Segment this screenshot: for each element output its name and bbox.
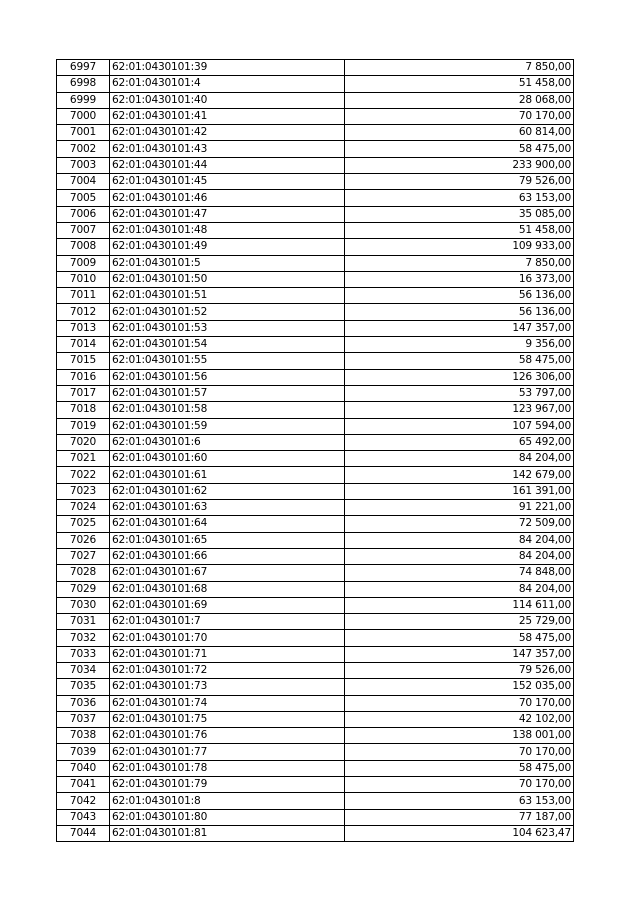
value-cell: 42 102,00 (345, 711, 574, 727)
table-row (57, 141, 574, 157)
row-number-cell: 6997 (57, 60, 110, 76)
row-number-cell: 7012 (57, 304, 110, 320)
value-cell: 25 729,00 (345, 614, 574, 630)
table-row (57, 157, 574, 173)
table-row (57, 532, 574, 548)
cadastral-number-cell: 62:01:0430101:52 (110, 304, 345, 320)
row-number-cell: 7033 (57, 646, 110, 662)
cadastral-number-cell: 62:01:0430101:77 (110, 744, 345, 760)
cadastral-number-cell: 62:01:0430101:39 (110, 60, 345, 76)
value-cell: 84 204,00 (345, 581, 574, 597)
cadastral-number-cell: 62:01:0430101:46 (110, 190, 345, 206)
value-cell: 107 594,00 (345, 418, 574, 434)
table-row (57, 271, 574, 287)
table-row (57, 581, 574, 597)
table-row (57, 597, 574, 613)
table-row (57, 369, 574, 385)
value-cell: 70 170,00 (345, 744, 574, 760)
table-row (57, 434, 574, 450)
table-row (57, 662, 574, 678)
value-cell: 58 475,00 (345, 353, 574, 369)
value-cell: 63 153,00 (345, 190, 574, 206)
value-cell: 152 035,00 (345, 679, 574, 695)
table-row (57, 793, 574, 809)
row-number-cell: 7035 (57, 679, 110, 695)
value-cell: 84 204,00 (345, 532, 574, 548)
table-row (57, 206, 574, 222)
value-cell: 138 001,00 (345, 728, 574, 744)
row-number-cell: 7028 (57, 565, 110, 581)
row-number-cell: 7041 (57, 777, 110, 793)
cadastral-number-cell: 62:01:0430101:4 (110, 76, 345, 92)
cadastral-number-cell: 62:01:0430101:51 (110, 288, 345, 304)
table-row (57, 483, 574, 499)
table-row (57, 108, 574, 124)
row-number-cell: 7017 (57, 385, 110, 401)
table-row (57, 222, 574, 238)
table-row (57, 402, 574, 418)
row-number-cell: 7004 (57, 174, 110, 190)
cadastral-number-cell: 62:01:0430101:58 (110, 402, 345, 418)
row-number-cell: 7022 (57, 467, 110, 483)
table-row (57, 320, 574, 336)
cadastral-number-cell: 62:01:0430101:72 (110, 662, 345, 678)
value-cell: 74 848,00 (345, 565, 574, 581)
value-cell: 79 526,00 (345, 662, 574, 678)
table-row (57, 548, 574, 564)
value-cell: 109 933,00 (345, 239, 574, 255)
cadastral-number-cell: 62:01:0430101:64 (110, 516, 345, 532)
row-number-cell: 7018 (57, 402, 110, 418)
value-cell: 58 475,00 (345, 141, 574, 157)
cadastral-number-cell: 62:01:0430101:6 (110, 434, 345, 450)
value-cell: 233 900,00 (345, 157, 574, 173)
cadastral-number-cell: 62:01:0430101:54 (110, 337, 345, 353)
cadastral-number-cell: 62:01:0430101:56 (110, 369, 345, 385)
cadastral-number-cell: 62:01:0430101:43 (110, 141, 345, 157)
row-number-cell: 7016 (57, 369, 110, 385)
table-row (57, 760, 574, 776)
value-cell: 123 967,00 (345, 402, 574, 418)
row-number-cell: 7010 (57, 271, 110, 287)
row-number-cell: 7011 (57, 288, 110, 304)
value-cell: 7 850,00 (345, 255, 574, 271)
cadastral-number-cell: 62:01:0430101:63 (110, 500, 345, 516)
row-number-cell: 7034 (57, 662, 110, 678)
value-cell: 126 306,00 (345, 369, 574, 385)
row-number-cell: 7037 (57, 711, 110, 727)
table-body (57, 60, 574, 842)
table-row (57, 337, 574, 353)
cadastral-number-cell: 62:01:0430101:78 (110, 760, 345, 776)
value-cell: 7 850,00 (345, 60, 574, 76)
row-number-cell: 7040 (57, 760, 110, 776)
table-row (57, 777, 574, 793)
table-row (57, 125, 574, 141)
value-cell: 53 797,00 (345, 385, 574, 401)
cadastral-number-cell: 62:01:0430101:8 (110, 793, 345, 809)
cadastral-number-cell: 62:01:0430101:66 (110, 548, 345, 564)
cadastral-number-cell: 62:01:0430101:7 (110, 614, 345, 630)
table-row (57, 255, 574, 271)
value-cell: 63 153,00 (345, 793, 574, 809)
cadastral-number-cell: 62:01:0430101:70 (110, 630, 345, 646)
value-cell: 84 204,00 (345, 548, 574, 564)
row-number-cell: 7026 (57, 532, 110, 548)
value-cell: 70 170,00 (345, 108, 574, 124)
cadastral-number-cell: 62:01:0430101:45 (110, 174, 345, 190)
cadastral-number-cell: 62:01:0430101:57 (110, 385, 345, 401)
value-cell: 79 526,00 (345, 174, 574, 190)
row-number-cell: 7032 (57, 630, 110, 646)
cadastral-number-cell: 62:01:0430101:79 (110, 777, 345, 793)
value-cell: 161 391,00 (345, 483, 574, 499)
table-row (57, 679, 574, 695)
row-number-cell: 7000 (57, 108, 110, 124)
table-row (57, 695, 574, 711)
table-row (57, 353, 574, 369)
value-cell: 70 170,00 (345, 777, 574, 793)
row-number-cell: 7005 (57, 190, 110, 206)
table-row (57, 174, 574, 190)
row-number-cell: 7036 (57, 695, 110, 711)
cadastral-number-cell: 62:01:0430101:81 (110, 825, 345, 841)
row-number-cell: 7025 (57, 516, 110, 532)
row-number-cell: 7001 (57, 125, 110, 141)
value-cell: 56 136,00 (345, 288, 574, 304)
row-number-cell: 7038 (57, 728, 110, 744)
cadastral-number-cell: 62:01:0430101:75 (110, 711, 345, 727)
table-row (57, 190, 574, 206)
table-row (57, 516, 574, 532)
table-row (57, 646, 574, 662)
row-number-cell: 7014 (57, 337, 110, 353)
value-cell: 28 068,00 (345, 92, 574, 108)
value-cell: 51 458,00 (345, 76, 574, 92)
row-number-cell: 6999 (57, 92, 110, 108)
value-cell: 16 373,00 (345, 271, 574, 287)
cadastral-number-cell: 62:01:0430101:5 (110, 255, 345, 271)
cadastral-number-cell: 62:01:0430101:40 (110, 92, 345, 108)
cadastral-number-cell: 62:01:0430101:59 (110, 418, 345, 434)
cadastral-number-cell: 62:01:0430101:55 (110, 353, 345, 369)
cadastral-number-cell: 62:01:0430101:50 (110, 271, 345, 287)
cadastral-number-cell: 62:01:0430101:60 (110, 451, 345, 467)
data-table (56, 59, 574, 842)
cadastral-number-cell: 62:01:0430101:67 (110, 565, 345, 581)
table-row (57, 60, 574, 76)
table-row (57, 565, 574, 581)
row-number-cell: 7042 (57, 793, 110, 809)
value-cell: 9 356,00 (345, 337, 574, 353)
row-number-cell: 7019 (57, 418, 110, 434)
value-cell: 104 623,47 (345, 825, 574, 841)
table-row (57, 418, 574, 434)
cadastral-number-cell: 62:01:0430101:74 (110, 695, 345, 711)
cadastral-number-cell: 62:01:0430101:69 (110, 597, 345, 613)
cadastral-number-cell: 62:01:0430101:44 (110, 157, 345, 173)
table-row (57, 304, 574, 320)
cadastral-number-cell: 62:01:0430101:47 (110, 206, 345, 222)
row-number-cell: 7027 (57, 548, 110, 564)
cadastral-number-cell: 62:01:0430101:61 (110, 467, 345, 483)
row-number-cell: 6998 (57, 76, 110, 92)
row-number-cell: 7024 (57, 500, 110, 516)
value-cell: 84 204,00 (345, 451, 574, 467)
value-cell: 147 357,00 (345, 646, 574, 662)
value-cell: 114 611,00 (345, 597, 574, 613)
table-row (57, 711, 574, 727)
row-number-cell: 7023 (57, 483, 110, 499)
cadastral-number-cell: 62:01:0430101:68 (110, 581, 345, 597)
table-row (57, 385, 574, 401)
row-number-cell: 7006 (57, 206, 110, 222)
table-row (57, 614, 574, 630)
value-cell: 56 136,00 (345, 304, 574, 320)
cadastral-number-cell: 62:01:0430101:48 (110, 222, 345, 238)
cadastral-number-cell: 62:01:0430101:42 (110, 125, 345, 141)
value-cell: 91 221,00 (345, 500, 574, 516)
row-number-cell: 7044 (57, 825, 110, 841)
value-cell: 58 475,00 (345, 760, 574, 776)
cadastral-number-cell: 62:01:0430101:80 (110, 809, 345, 825)
cadastral-number-cell: 62:01:0430101:71 (110, 646, 345, 662)
table-row (57, 809, 574, 825)
table-row (57, 467, 574, 483)
row-number-cell: 7003 (57, 157, 110, 173)
row-number-cell: 7031 (57, 614, 110, 630)
value-cell: 142 679,00 (345, 467, 574, 483)
row-number-cell: 7007 (57, 222, 110, 238)
value-cell: 77 187,00 (345, 809, 574, 825)
row-number-cell: 7021 (57, 451, 110, 467)
table-row (57, 239, 574, 255)
value-cell: 51 458,00 (345, 222, 574, 238)
table-row (57, 288, 574, 304)
row-number-cell: 7009 (57, 255, 110, 271)
value-cell: 72 509,00 (345, 516, 574, 532)
cadastral-number-cell: 62:01:0430101:49 (110, 239, 345, 255)
cadastral-number-cell: 62:01:0430101:53 (110, 320, 345, 336)
row-number-cell: 7013 (57, 320, 110, 336)
table-row (57, 744, 574, 760)
row-number-cell: 7030 (57, 597, 110, 613)
row-number-cell: 7043 (57, 809, 110, 825)
row-number-cell: 7039 (57, 744, 110, 760)
cadastral-number-cell: 62:01:0430101:65 (110, 532, 345, 548)
value-cell: 147 357,00 (345, 320, 574, 336)
table-row (57, 630, 574, 646)
cadastral-number-cell: 62:01:0430101:76 (110, 728, 345, 744)
row-number-cell: 7015 (57, 353, 110, 369)
value-cell: 65 492,00 (345, 434, 574, 450)
value-cell: 35 085,00 (345, 206, 574, 222)
value-cell: 60 814,00 (345, 125, 574, 141)
table-row (57, 76, 574, 92)
cadastral-number-cell: 62:01:0430101:73 (110, 679, 345, 695)
table-row (57, 500, 574, 516)
table-row (57, 451, 574, 467)
value-cell: 58 475,00 (345, 630, 574, 646)
table-row (57, 728, 574, 744)
cadastral-number-cell: 62:01:0430101:41 (110, 108, 345, 124)
row-number-cell: 7029 (57, 581, 110, 597)
table-row (57, 825, 574, 841)
row-number-cell: 7002 (57, 141, 110, 157)
value-cell: 70 170,00 (345, 695, 574, 711)
row-number-cell: 7020 (57, 434, 110, 450)
cadastral-number-cell: 62:01:0430101:62 (110, 483, 345, 499)
row-number-cell: 7008 (57, 239, 110, 255)
table-row (57, 92, 574, 108)
